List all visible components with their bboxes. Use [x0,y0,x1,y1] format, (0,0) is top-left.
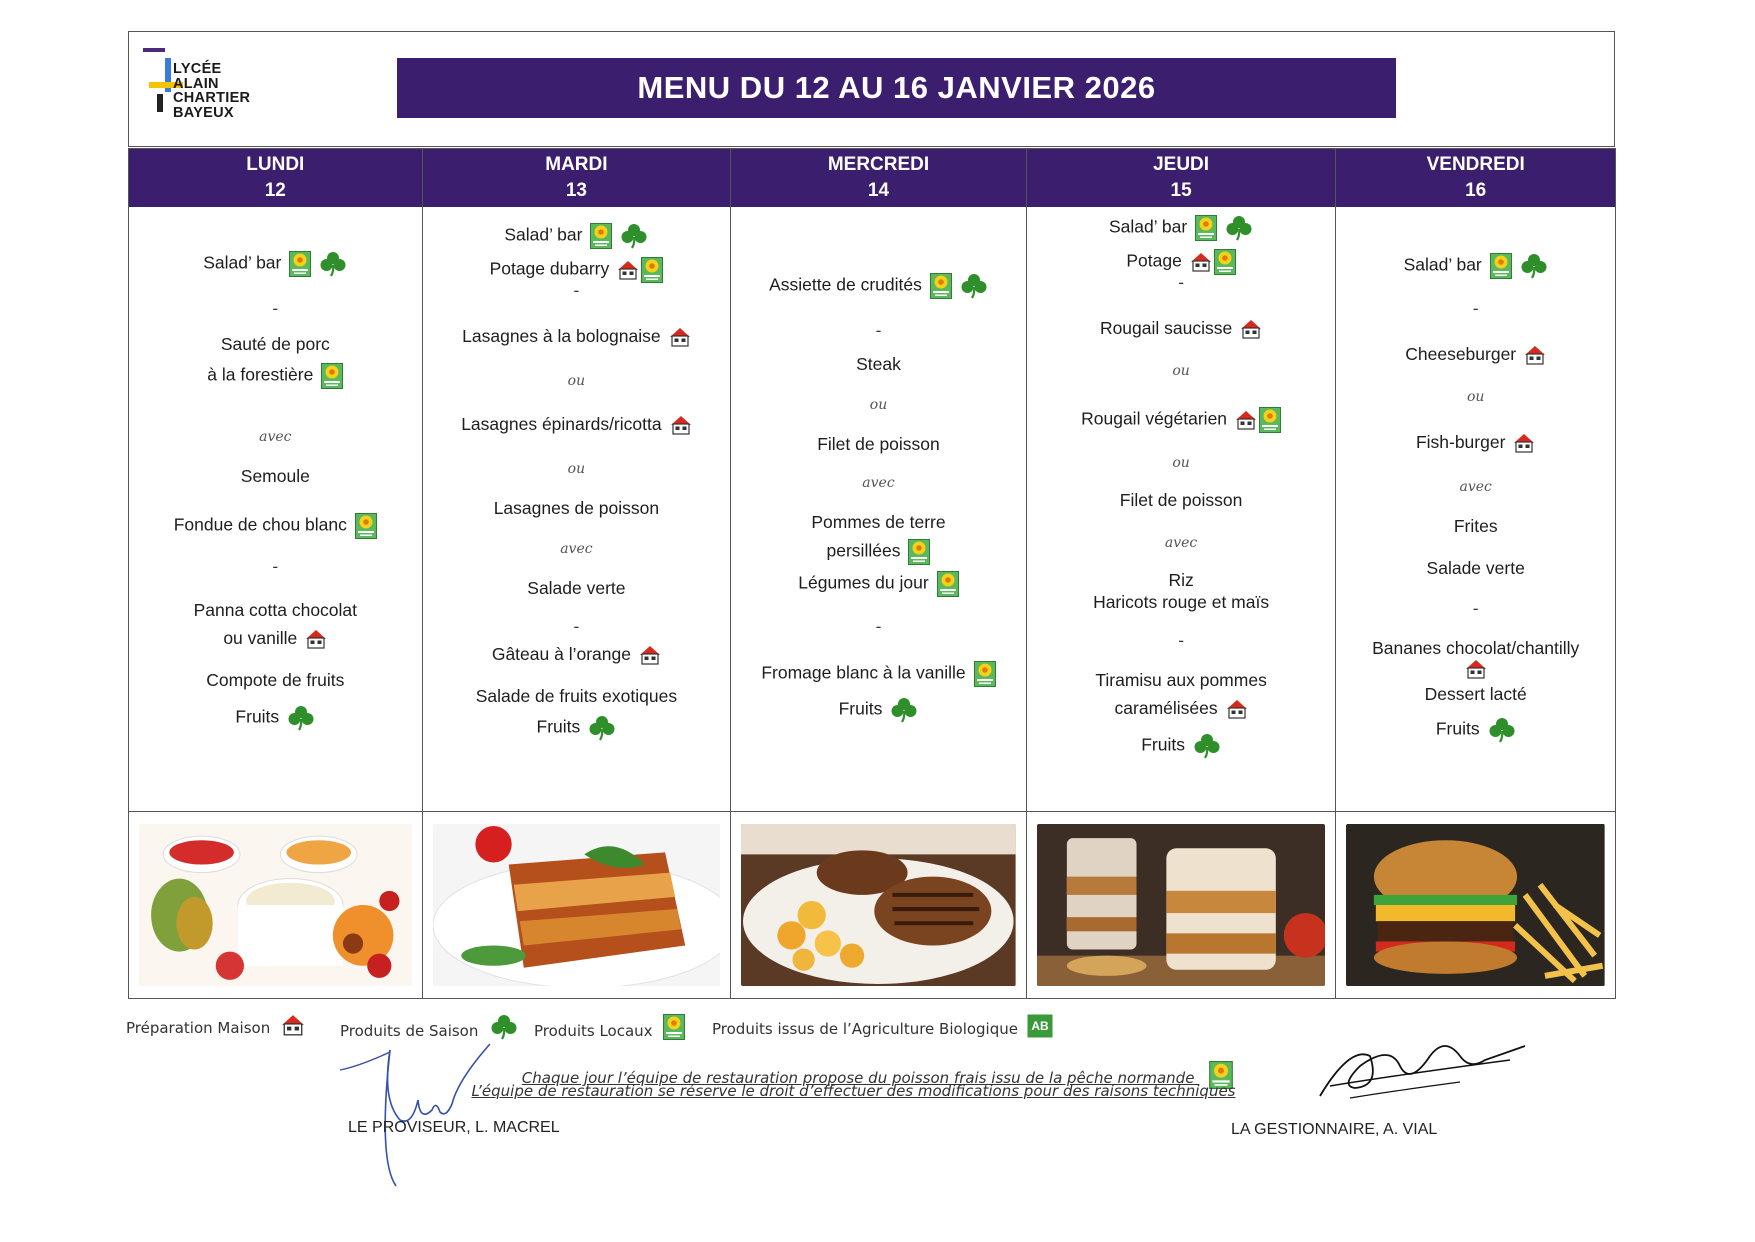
local-product-icon [937,571,959,597]
local-product-icon [930,273,952,299]
menu-item: Fruits [1336,717,1615,743]
day-menu [1336,207,1615,812]
logo-mark-purple [143,48,165,52]
menu-title: MENU DU 12 AU 16 JANVIER 2026 [397,58,1396,118]
separator: - [1472,299,1479,318]
day-column-jeudi [1027,149,1337,998]
photo-cell [423,812,731,998]
day-header [1027,149,1336,207]
menu-item: caramélisées [1027,697,1336,719]
menu-item: Bananes chocolat/chantilly [1372,638,1580,658]
photo-cell [731,812,1026,998]
proviseur-signature [330,1040,500,1190]
connector-text: ou [1466,389,1485,405]
day-name: JEUDI [1153,154,1210,175]
steak-photo [741,824,1016,986]
photo-cell [1336,812,1615,998]
day-menu [129,207,422,812]
legend-saison [340,1014,519,1040]
house-icon [1465,659,1487,679]
clover-icon [1520,253,1548,279]
legend-bio [712,1014,1053,1038]
menu-item: Panna cotta chocolat [193,600,358,620]
local-product-icon [974,661,996,687]
house-icon [1190,252,1212,272]
dessert-photo [139,824,412,986]
separator: - [1178,273,1184,292]
separator: - [1178,631,1184,650]
menu-item: Pommes de terre [811,512,946,532]
house-icon [1513,433,1535,453]
clover-icon [960,273,988,299]
menu-item: Potage dubarry [423,257,731,283]
house-icon [639,645,661,665]
legend-label: Produits issus de l’Agriculture Biologique [712,1020,1018,1038]
day-number: 15 [1170,180,1192,201]
connector-text: ou [567,461,586,477]
menu-item: Salade verte [1426,558,1525,578]
proviseur-name: LE PROVISEUR, L. MACREL [348,1119,560,1136]
connector-text: ou [567,373,586,389]
menu-item: Salade verte [527,578,626,598]
connector-text: avec [560,541,593,557]
menu-item: Fondue de chou blanc [129,513,422,539]
menu-item: Potage [1027,249,1336,275]
house-icon [670,415,692,435]
burger-photo [1346,824,1605,986]
day-number: 16 [1465,180,1487,201]
day-number: 12 [264,180,286,201]
local-product-icon [1214,249,1236,275]
menu-item: Salad’ bar [1027,215,1336,241]
photo-cell [1027,812,1336,998]
day-column-mercredi [731,149,1027,998]
separator: - [573,281,580,300]
house-icon [281,1014,305,1036]
clover-icon [1225,215,1253,241]
menu-item: Assiette de crudités [731,273,1026,299]
menu-item: persillées [731,539,1026,565]
day-column-vendredi [1336,149,1615,998]
clover-icon [1193,733,1221,759]
day-menu [1027,207,1336,812]
fish-note: Chaque jour l’équipe de restauration propose du poisson frais issu de la pêche normande [0,1061,1755,1089]
clover-icon [489,1014,519,1040]
menu-item: Dessert lacté [1424,684,1527,704]
school-logo [143,44,273,134]
menu-item: Semoule [240,466,310,486]
menu-item: Légumes du jour [731,571,1026,597]
menu-sheet [128,31,1616,1001]
separator: - [875,617,882,636]
logo-mark-black [157,94,163,112]
day-header [129,149,422,207]
menu-item: Fruits [423,715,731,741]
separator: - [573,617,580,636]
local-product-icon [1490,253,1512,279]
menu-item: Filet de poisson [1119,490,1243,510]
menu-item: Lasagnes de poisson [493,498,660,518]
menu-item: Fromage blanc à la vanille [731,661,1026,687]
local-product-icon [908,539,930,565]
tiramisu-photo [1037,824,1326,986]
house-icon [305,629,327,649]
separator: - [1472,599,1479,618]
house-icon [1226,699,1248,719]
legend-maison [126,1014,305,1037]
day-header [731,149,1026,207]
menu-item: Salad’ bar [1336,253,1615,279]
day-header [1336,149,1615,207]
clover-icon [588,715,616,741]
header-box [128,31,1615,147]
day-column-lundi [129,149,423,998]
day-column-mardi [423,149,732,998]
menu-item: Gâteau à l’orange [423,643,731,665]
menu-grid [128,148,1616,999]
menu-item: Riz [1168,570,1194,590]
local-product-icon [663,1014,685,1040]
menu-item: Filet de poisson [817,434,940,454]
connector-text: avec [1459,479,1492,495]
lasagna-photo [433,824,721,986]
menu-item: Cheeseburger [1336,343,1615,365]
connector-text: avec [1164,535,1198,551]
menu-item: Salad’ bar [423,223,731,249]
clover-icon [1488,717,1516,743]
menu-item: Sauté de porc [220,334,330,354]
separator: - [875,321,882,340]
clover-icon [890,697,918,723]
day-header [423,149,731,207]
menu-item: Lasagnes épinards/ricotta [423,413,731,435]
menu-item: Compote de fruits [206,670,345,690]
menu-item: Lasagnes à la bolognaise [423,325,731,347]
house-icon [1235,410,1257,430]
local-product-icon [321,363,343,389]
clover-icon [319,251,347,277]
menu-item: Rougail végétarien [1027,407,1336,433]
legend-label: Préparation Maison [126,1019,271,1037]
menu-item: Salade de fruits exotiques [475,686,678,706]
day-name: VENDREDI [1426,154,1525,175]
local-product-icon [641,257,663,283]
menu-item: Haricots rouge et maïs [1093,592,1270,612]
menu-item: Fruits [1027,733,1336,759]
photo-cell [129,812,422,998]
menu-item: Rougail saucisse [1027,317,1336,339]
local-product-icon [1259,407,1281,433]
logo-text: LYCÉE ALAIN CHARTIER BAYEUX [173,61,251,121]
connector-text: avec [259,429,292,445]
day-name: MERCREDI [827,154,930,175]
house-icon [1524,345,1546,365]
legend-locaux [534,1014,685,1040]
menu-item: ou vanille [129,627,422,649]
menu-item: Tiramisu aux pommes [1095,670,1267,690]
house-icon [617,260,639,280]
modification-note: L’équipe de restauration se réserve le droit d’effectuer des modifications pour des raisons techniques [471,1082,1236,1100]
house-icon [1240,319,1262,339]
svg-text:AB: AB [1031,1019,1049,1033]
menu-item: Fish-burger [1336,431,1615,453]
menu-item: Salad’ bar [129,251,422,277]
connector-text: ou [1172,455,1190,471]
legend-label: Produits de Saison [340,1022,479,1040]
legend-label: Produits Locaux [534,1022,653,1040]
gestionnaire-signature [1310,1026,1530,1106]
menu-item: Steak [856,354,901,374]
menu-item: Fruits [731,697,1026,723]
separator: - [272,299,279,318]
local-product-icon [289,251,311,277]
connector-text: ou [1172,363,1190,379]
local-product-icon [1195,215,1217,241]
local-product-icon [590,223,612,249]
dessert-house-row [1336,657,1615,681]
menu-item: Frites [1453,516,1498,536]
day-number: 14 [867,180,890,201]
house-icon [669,327,691,347]
gestionnaire-name: LA GESTIONNAIRE, A. VIAL [1231,1121,1438,1138]
menu-item: Fruits [129,705,422,731]
local-product-icon [355,513,377,539]
connector-text: ou [869,397,888,413]
day-menu [731,207,1026,812]
day-number: 13 [565,180,587,201]
day-menu [423,207,731,812]
menu-item: à la forestière [129,363,422,389]
clover-icon [287,705,315,731]
ab-bio-icon [1027,1014,1053,1038]
connector-text: avec [862,475,895,491]
day-name: LUNDI [246,154,305,175]
day-name: MARDI [545,154,608,175]
separator: - [272,557,279,576]
clover-icon [620,223,648,249]
